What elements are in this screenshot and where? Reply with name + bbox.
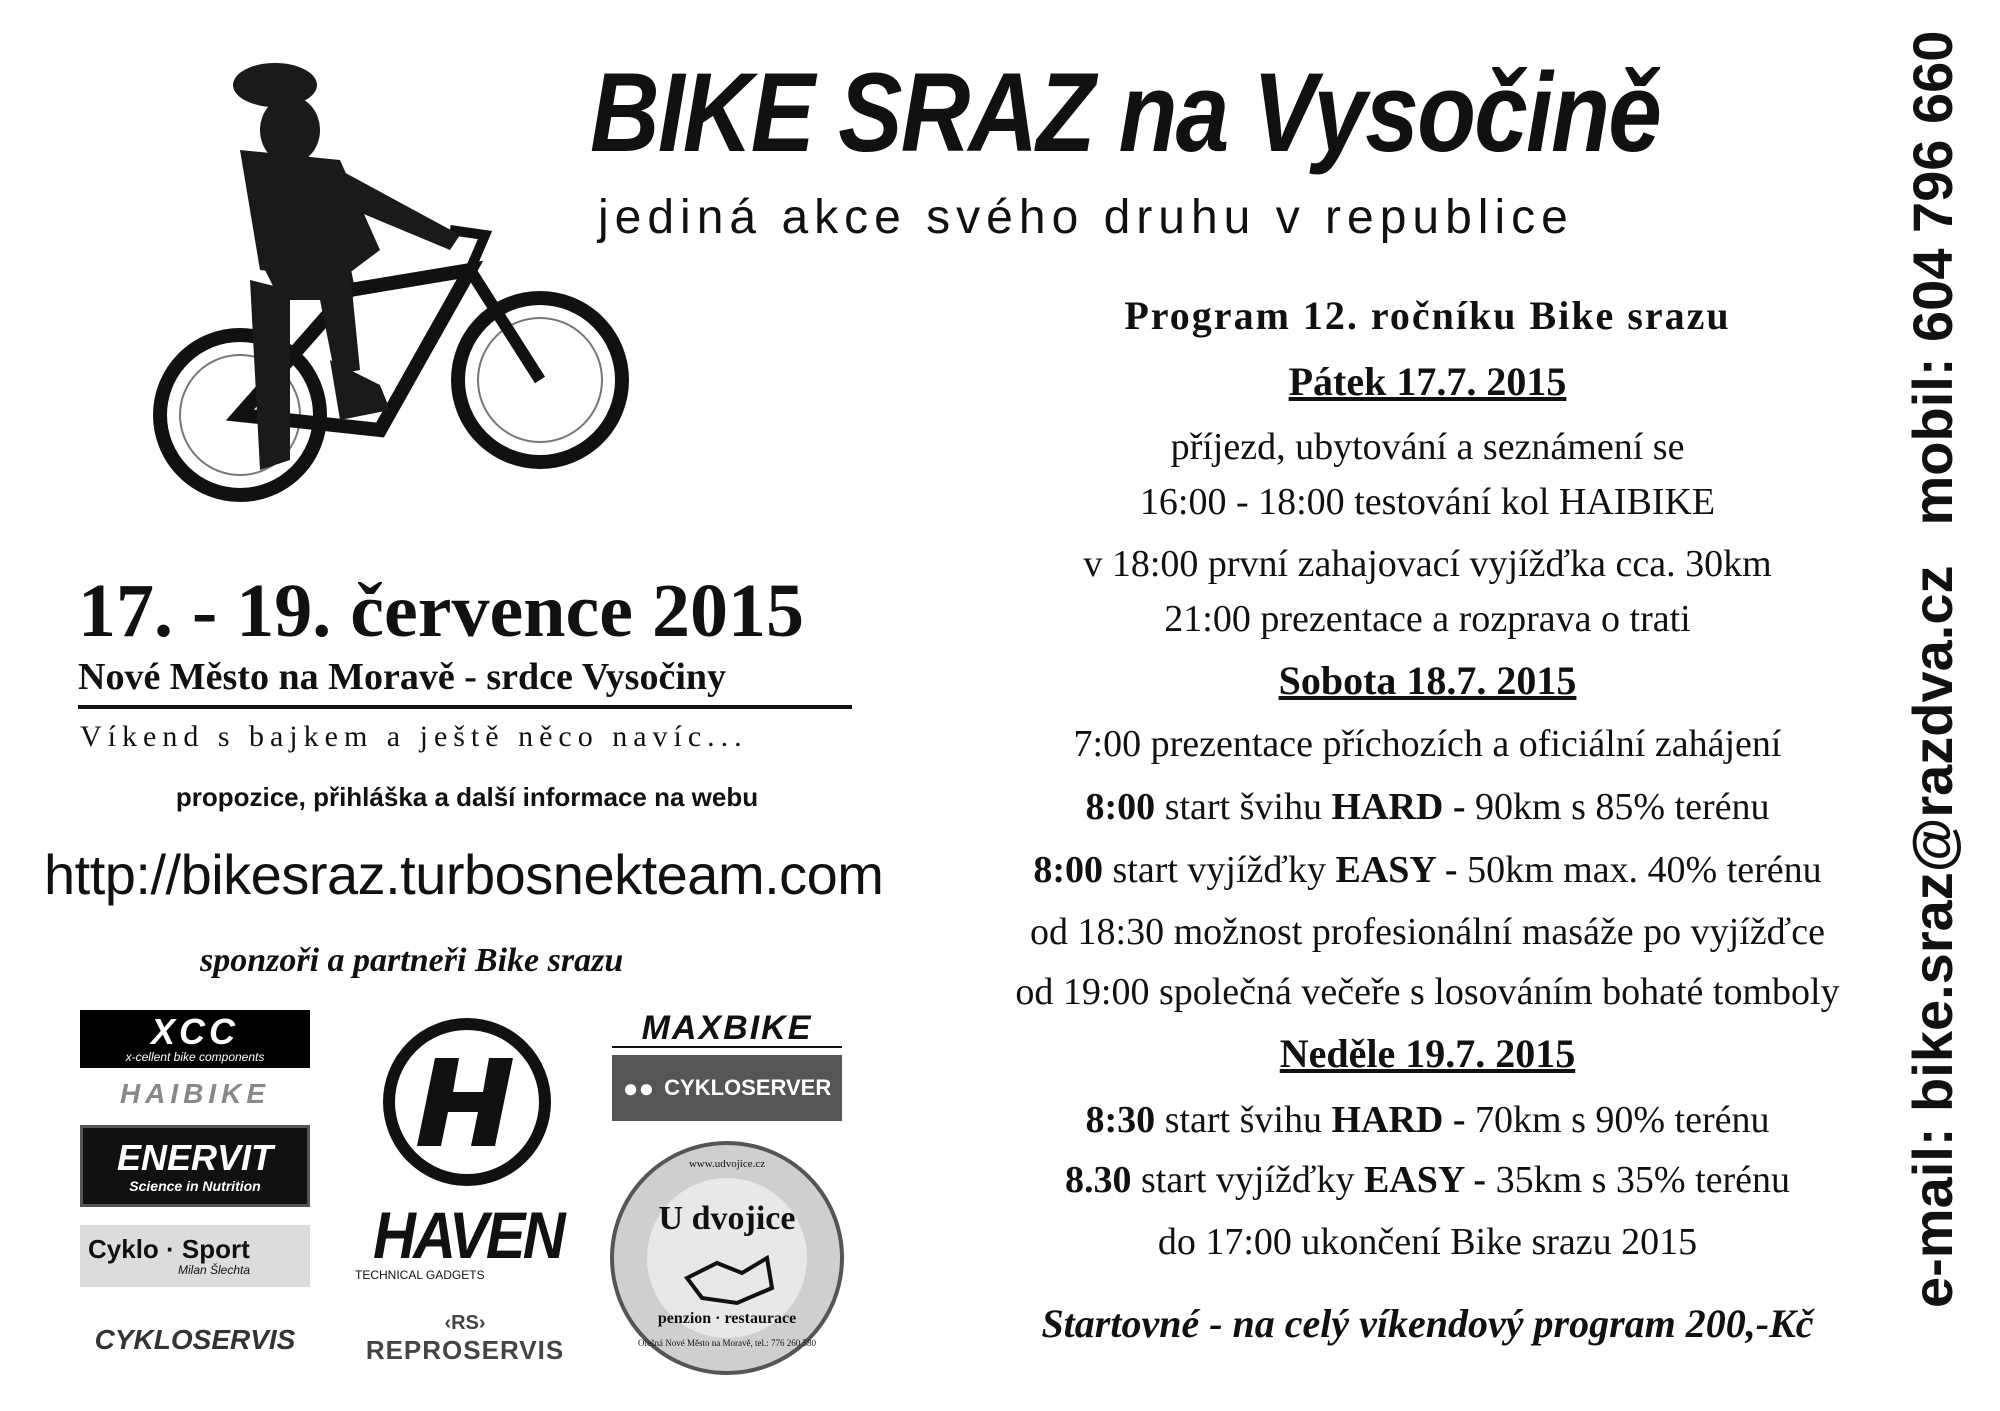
saturday-line: od 19:00 společná večeře s losováním bohaté tomboly xyxy=(1015,971,1840,1013)
cyklosport-name: Cyklo · Sport xyxy=(88,1234,250,1264)
mobile-number: 604 796 660 xyxy=(1901,30,1964,342)
entry-fee: Startovné - na celý víkendový program 200,-Kč xyxy=(1041,1301,1814,1346)
separator: - xyxy=(1443,1099,1476,1141)
haibike-logo: HAIBIKE xyxy=(119,1078,271,1109)
line-text: 70km s 90% terénu xyxy=(1475,1099,1770,1141)
haven-sub: TECHNICAL GADGETS xyxy=(355,1268,485,1282)
poster-subtitle: jediná akce svého druhu v republice xyxy=(598,191,1574,244)
web-info: propozice, přihláška a další informace na webu xyxy=(175,782,759,812)
reproservis-mark: ‹RS› xyxy=(444,1312,486,1334)
cyklosport-logo xyxy=(80,1225,310,1287)
saturday-line xyxy=(905,848,1950,892)
separator: - xyxy=(1435,849,1468,891)
line-text: 35km s 35% terénu xyxy=(1495,1159,1791,1201)
sunday-line xyxy=(905,1098,1950,1142)
cykloserver-name: CYKLOSERVER xyxy=(664,1075,832,1100)
saturday-line: od 18:30 možnost profesionální masáže po vyjížďce xyxy=(1030,911,1825,953)
start-time: 8:30 xyxy=(1085,1099,1156,1141)
ride-kind: EASY xyxy=(1335,849,1436,891)
friday-line: příjezd, ubytování a seznámení se xyxy=(1170,426,1685,468)
email-link[interactable]: bike.sraz@razdva.cz xyxy=(1901,565,1964,1112)
maxbike-logo: MAXBIKE xyxy=(612,1010,842,1048)
xcc-sub: x-cellent bike components xyxy=(125,1050,265,1064)
line-text: start švihu xyxy=(1155,1099,1332,1141)
event-tagline: Víkend s bajkem a ještě něco navíc... xyxy=(80,720,748,753)
haven-logo: HAVEN xyxy=(372,1198,564,1272)
program-heading: Program 12. ročníku Bike srazu xyxy=(1124,293,1731,338)
enervit-name: ENERVIT xyxy=(116,1137,274,1178)
reproservis-logo xyxy=(350,1306,580,1372)
event-place: Nové Město na Moravě - srdce Vysočiny xyxy=(78,656,727,698)
xcc-logo xyxy=(80,1010,310,1068)
sponsors-title: sponzoři a partneři Bike srazu xyxy=(200,942,624,979)
saturday-heading: Sobota 18.7. 2015 xyxy=(1278,658,1577,703)
friday-line: 16:00 - 18:00 testování kol HAIBIKE xyxy=(1139,481,1716,523)
sunday-heading: Neděle 19.7. 2015 xyxy=(1279,1031,1576,1076)
sunday-line xyxy=(905,1158,1950,1202)
udvojice-address: Olešná Nové Město na Moravě, tel.: 776 260 580 xyxy=(638,1338,816,1348)
enervit-sub: Science in Nutrition xyxy=(129,1178,261,1194)
line-text: start švihu xyxy=(1155,786,1332,828)
ride-kind: HARD xyxy=(1331,786,1444,828)
mobile-label: mobil: xyxy=(1901,341,1964,526)
udvojice-web: www.udvojice.cz xyxy=(688,1158,766,1170)
enervit-logo xyxy=(80,1125,310,1207)
cyclist-illustration xyxy=(90,40,650,540)
ride-kind: EASY xyxy=(1363,1159,1464,1201)
separator: - xyxy=(1443,786,1476,828)
udvojice-type: penzion · restaurace xyxy=(657,1310,797,1327)
udvojice-logo xyxy=(607,1138,847,1378)
ride-kind: HARD xyxy=(1331,1099,1444,1141)
start-time: 8.30 xyxy=(1064,1159,1132,1201)
cykloserver-logo xyxy=(612,1055,842,1121)
haven-h-icon xyxy=(383,1018,551,1186)
friday-line: 21:00 prezentace a rozprava o trati xyxy=(1164,598,1691,640)
event-url-link[interactable]: http://bikesraz.turbosnekteam.com xyxy=(44,843,884,906)
saturday-line: 7:00 prezentace příchozích a oficiální zahájení xyxy=(1073,723,1782,765)
friday-heading: Pátek 17.7. 2015 xyxy=(1288,359,1567,404)
divider xyxy=(78,705,852,709)
line-text: 90km s 85% terénu xyxy=(1475,786,1770,828)
saturday-line xyxy=(905,785,1950,829)
udvojice-name: U dvojice xyxy=(658,1200,796,1237)
bicycle-icon: ●● xyxy=(622,1072,655,1103)
contact-vertical xyxy=(1900,31,1965,1308)
line-text: 50km max. 40% terénu xyxy=(1467,849,1822,891)
friday-line: v 18:00 první zahajovací vyjížďka cca. 30km xyxy=(1083,543,1772,585)
event-dates: 17. - 19. července 2015 xyxy=(78,569,804,653)
cyklosport-sub: Milan Šlechta xyxy=(178,1263,251,1277)
start-time: 8:00 xyxy=(1033,849,1103,891)
line-text: start vyjížďky xyxy=(1131,1159,1364,1201)
xcc-name: XCC xyxy=(150,1011,239,1052)
cykloservis-logo: CYKLOSERVIS xyxy=(94,1324,296,1355)
line-text: start vyjížďky xyxy=(1102,849,1336,891)
email-label: e-mail: xyxy=(1901,1111,1964,1308)
sunday-line: do 17:00 ukončení Bike srazu 2015 xyxy=(1157,1221,1698,1263)
reproservis-name: REPROSERVIS xyxy=(365,1335,565,1365)
poster-title: BIKE SRAZ na Vysočině xyxy=(590,50,1661,175)
separator: - xyxy=(1463,1159,1496,1201)
start-time: 8:00 xyxy=(1085,786,1156,828)
